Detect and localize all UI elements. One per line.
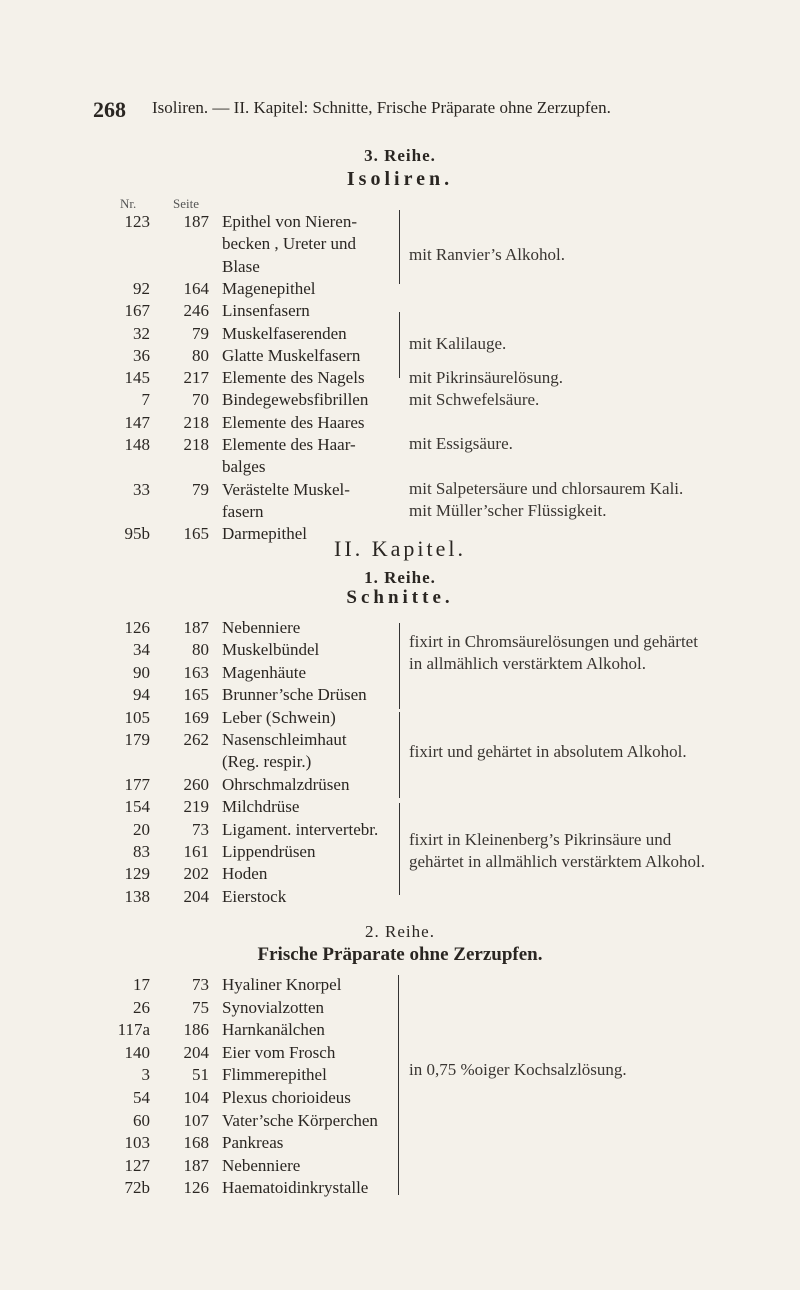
table-row <box>0 502 800 524</box>
row-name: Brunner’sche Drüsen <box>222 685 367 705</box>
row-name: becken , Ureter und <box>222 234 357 254</box>
row-nr: 148 <box>124 435 150 454</box>
row-name: Muskelfaserenden <box>222 323 347 343</box>
row-nr: 83 <box>133 842 150 861</box>
table-row <box>0 257 800 279</box>
row-nr: 36 <box>133 345 150 365</box>
row-name: Muskelbündel <box>222 640 320 660</box>
section2-reihe: 1. Reihe. <box>364 568 436 587</box>
table-row <box>0 1178 800 1200</box>
table-row <box>0 324 800 346</box>
row-nr: 145 <box>124 368 150 388</box>
row-name: Darmepithel <box>222 524 307 544</box>
row-name: Eier vom Frosch <box>222 1042 336 1062</box>
row-seite: 165 <box>183 524 209 544</box>
row-nr: 154 <box>124 797 150 817</box>
row-name: Eierstock <box>222 886 287 906</box>
row-name: Vater’sche Körperchen <box>222 1110 378 1130</box>
row-seite: 186 <box>183 1020 209 1040</box>
row-seite: 73 <box>192 819 209 839</box>
row-name: Epithel von Nieren- <box>222 212 358 231</box>
row-seite: 169 <box>183 707 209 727</box>
row-seite: 217 <box>183 368 209 388</box>
row-nr: 177 <box>124 774 150 794</box>
row-seite: 161 <box>183 842 209 861</box>
row-nr: 95b <box>124 524 150 544</box>
section2-kapitel: II. Kapitel. <box>334 536 466 561</box>
table-row <box>0 1043 800 1065</box>
row-seite: 80 <box>192 345 209 365</box>
table-row <box>0 820 800 842</box>
row-nr: 7 <box>141 390 150 410</box>
row-name: fasern <box>222 501 264 521</box>
section2-title: Schnitte. <box>346 587 454 608</box>
table-row <box>0 1065 800 1087</box>
row-seite: 73 <box>192 975 209 994</box>
row-nr: 34 <box>133 640 150 660</box>
row-name: Milchdrüse <box>222 797 300 817</box>
row-name: Hyaliner Knorpel <box>222 975 342 994</box>
row-nr: 72b <box>124 1178 150 1198</box>
row-seite: 218 <box>183 412 209 432</box>
row-seite: 104 <box>183 1088 209 1107</box>
row-nr: 103 <box>124 1133 150 1153</box>
note-text: mit Müller’scher Flüssigkeit. <box>409 501 607 520</box>
row-seite: 165 <box>183 685 209 705</box>
table-row <box>0 1111 800 1133</box>
row-name: Nasenschleimhaut <box>222 730 347 749</box>
brace-ranvier <box>399 210 400 284</box>
note-text: fixirt und gehärtet in absolutem Alkohol. <box>409 742 687 761</box>
table-row <box>0 234 800 256</box>
page-number: 268 <box>93 97 126 122</box>
row-seite: 204 <box>183 1042 209 1062</box>
brace-kalilauge <box>399 312 400 378</box>
row-name: Magenepithel <box>222 278 316 298</box>
row-seite: 126 <box>183 1178 209 1198</box>
note-text: fixirt in Chromsäurelösungen und gehärtet <box>409 632 698 651</box>
section1-title: Isoliren. <box>346 168 454 190</box>
note-text: mit Kalilauge. <box>409 334 507 353</box>
row-nr: 117a <box>117 1020 150 1040</box>
row-nr: 17 <box>133 975 150 994</box>
table-row <box>0 663 800 685</box>
row-name: Hoden <box>222 864 268 884</box>
row-nr: 123 <box>124 212 150 231</box>
brace-absolut <box>399 712 400 798</box>
row-name: Blase <box>222 256 260 276</box>
row-seite: 79 <box>192 323 209 343</box>
row-nr: 179 <box>124 730 150 749</box>
table-row <box>0 998 800 1020</box>
row-name: balges <box>222 457 266 477</box>
table-row <box>0 775 800 797</box>
row-nr: 60 <box>133 1110 150 1130</box>
running-head: Isoliren. — II. Kapitel: Schnitte, Frische Präparate ohne Zerzupfen. <box>152 98 611 117</box>
row-seite: 79 <box>192 479 209 499</box>
row-name: Synovialzotten <box>222 997 324 1017</box>
row-nr: 33 <box>133 479 150 499</box>
row-name: Linsenfasern <box>222 301 310 321</box>
row-seite: 80 <box>192 640 209 660</box>
note-text: mit Pikrinsäurelösung. <box>409 368 563 387</box>
row-name: Haematoidinkrystalle <box>222 1178 369 1198</box>
note-text: mit Ranvier’s Alkohol. <box>409 245 565 264</box>
row-seite: 187 <box>183 1155 209 1175</box>
row-name: Lippendrüsen <box>222 842 316 861</box>
table-row <box>0 708 800 730</box>
table-row <box>0 887 800 909</box>
row-name: Nebenniere <box>222 618 301 637</box>
row-seite: 260 <box>183 774 209 794</box>
row-nr: 20 <box>133 819 150 839</box>
table-row <box>0 346 800 368</box>
row-seite: 75 <box>192 997 209 1017</box>
note-text: gehärtet in allmählich verstärktem Alkohol. <box>409 852 705 871</box>
col-header-seite: Seite <box>173 196 199 211</box>
brace-kleinenberg <box>399 803 400 895</box>
brace-kochsalz <box>398 975 399 1195</box>
table-row <box>0 413 800 435</box>
note-text: mit Salpetersäure und chlorsaurem Kali. <box>409 479 684 498</box>
row-seite: 164 <box>183 278 209 298</box>
row-nr: 92 <box>133 278 150 298</box>
row-seite: 246 <box>183 301 209 321</box>
row-nr: 90 <box>133 662 150 682</box>
row-seite: 262 <box>183 730 209 749</box>
row-seite: 107 <box>183 1110 209 1130</box>
row-nr: 105 <box>124 707 150 727</box>
row-name: Pankreas <box>222 1133 284 1153</box>
table-row <box>0 212 800 234</box>
row-nr: 126 <box>124 618 150 637</box>
row-nr: 140 <box>124 1042 150 1062</box>
note-text: fixirt in Kleinenberg’s Pikrinsäure und <box>409 830 672 849</box>
table-row <box>0 368 800 390</box>
note-text: in allmählich verstärktem Alkohol. <box>409 654 647 673</box>
section1-reihe: 3. Reihe. <box>364 146 436 165</box>
row-seite: 219 <box>183 797 209 817</box>
row-seite: 202 <box>183 864 209 884</box>
row-name: Flimmerepithel <box>222 1065 327 1085</box>
row-name: Ligament. intervertebr. <box>222 819 379 839</box>
table-row <box>0 1088 800 1110</box>
row-seite: 51 <box>192 1065 209 1085</box>
row-seite: 168 <box>183 1133 209 1153</box>
row-name: Leber (Schwein) <box>222 707 336 727</box>
row-name: Elemente des Nagels <box>222 368 365 388</box>
col-header-nr: Nr. <box>120 196 137 211</box>
note-text: mit Essigsäure. <box>409 434 513 453</box>
row-nr: 94 <box>133 685 150 705</box>
row-name: Nebenniere <box>222 1155 301 1175</box>
row-name: Verästelte Muskel- <box>222 479 350 499</box>
row-seite: 218 <box>183 435 209 454</box>
table-row <box>0 1156 800 1178</box>
row-name: Elemente des Haar- <box>222 435 356 454</box>
table-row <box>0 301 800 323</box>
section3-note: in 0,75 %oiger Kochsalzlösung. <box>409 1060 627 1079</box>
table-row <box>0 390 800 412</box>
note-text: mit Schwefelsäure. <box>409 390 540 409</box>
row-name: Ohrschmalzdrüsen <box>222 774 350 794</box>
brace-chrom <box>399 623 400 709</box>
table-row <box>0 797 800 819</box>
row-nr: 3 <box>141 1065 150 1085</box>
row-name: Magenhäute <box>222 662 307 682</box>
row-nr: 32 <box>133 323 150 343</box>
row-nr: 54 <box>133 1088 150 1107</box>
row-nr: 147 <box>124 412 150 432</box>
row-name: Plexus chorioideus <box>222 1088 351 1107</box>
row-name: Glatte Muskelfasern <box>222 345 361 365</box>
row-nr: 167 <box>124 301 150 321</box>
row-seite: 70 <box>192 390 209 410</box>
table-row <box>0 685 800 707</box>
table-row <box>0 279 800 301</box>
row-name: Harnkanälchen <box>222 1020 325 1040</box>
table-row <box>0 457 800 479</box>
table-row <box>0 975 800 997</box>
table-row <box>0 1020 800 1042</box>
row-name: Elemente des Haares <box>222 412 365 432</box>
row-nr: 26 <box>133 997 150 1017</box>
row-name: (Reg. respir.) <box>222 752 312 772</box>
table-row <box>0 435 800 457</box>
row-seite: 187 <box>183 212 209 231</box>
row-seite: 163 <box>183 662 209 682</box>
section3-reihe: 2. Reihe. <box>365 922 435 941</box>
row-name: Bindegewebsfibrillen <box>222 390 369 410</box>
table-row <box>0 1133 800 1155</box>
row-seite: 204 <box>183 886 209 906</box>
row-nr: 129 <box>124 864 150 884</box>
row-nr: 138 <box>124 886 150 906</box>
row-nr: 127 <box>124 1155 150 1175</box>
section3-title: Frische Präparate ohne Zerzupfen. <box>257 944 543 965</box>
row-seite: 187 <box>183 618 209 637</box>
